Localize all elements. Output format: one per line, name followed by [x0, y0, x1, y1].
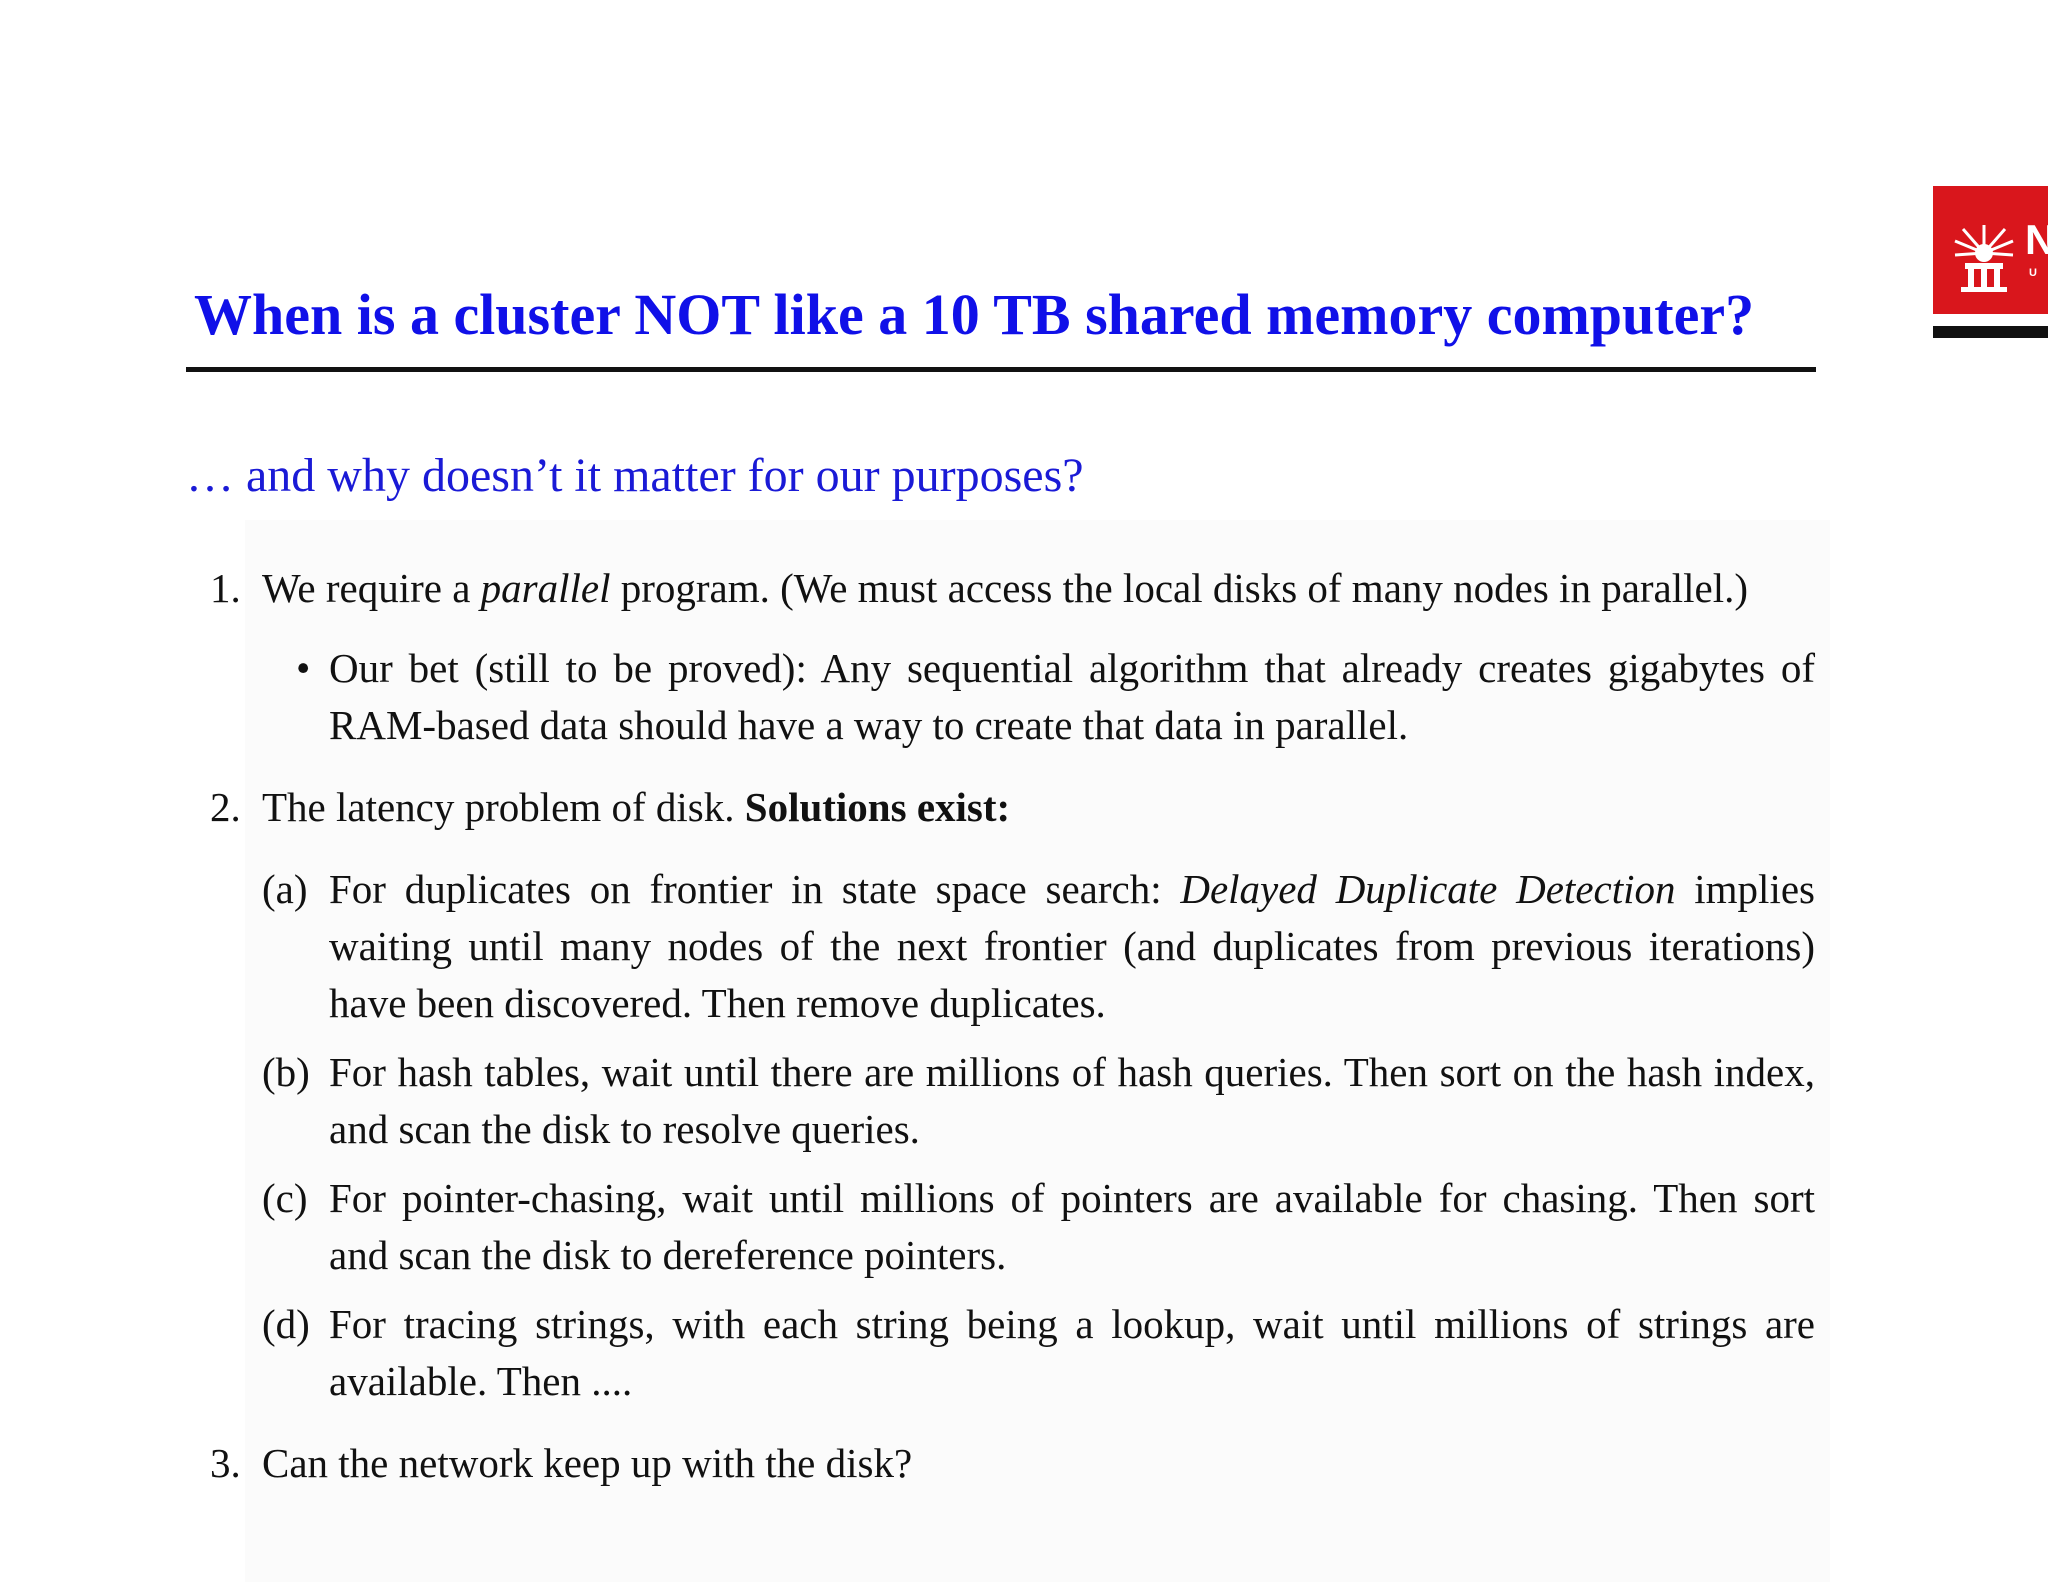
sub-item-text: For duplicates on frontier in state space search: [329, 866, 1181, 912]
slide-content [210, 560, 1815, 1492]
slide-title: When is a cluster NOT like a 10 TB shared memory computer? [194, 282, 1755, 347]
sub-item-a [210, 861, 1815, 1032]
logo-subtext: U [2029, 267, 2037, 279]
slide-subtitle: … and why doesn’t it matter for our purposes? [186, 449, 1084, 502]
bullet-item [210, 640, 1815, 754]
crest-emblem-icon [1953, 223, 2015, 293]
list-item-1 [210, 560, 1815, 617]
sub-item-b [210, 1044, 1815, 1158]
sub-item-c [210, 1170, 1815, 1284]
sub-item-text: For hash tables, wait until there are millions of hash queries. Then sort on the hash index, and scan the disk to resolve queries. [329, 1049, 1815, 1152]
item-text: We require a [262, 565, 481, 611]
list-item-3 [210, 1435, 1815, 1492]
bullet-icon: • [296, 645, 311, 691]
sub-item-d [210, 1296, 1815, 1410]
list-number: 1. [210, 565, 241, 611]
item-emphasis: parallel [480, 565, 611, 611]
item-strong: Solutions exist: [744, 784, 1011, 830]
sub-item-emphasis: Delayed Duplicate Detection [1180, 866, 1676, 912]
logo-underbar [1933, 326, 2048, 338]
list-number: 3. [210, 1440, 241, 1486]
sub-item-label: (b) [262, 1049, 310, 1095]
item-text: Can the network keep up with the disk? [262, 1440, 913, 1486]
title-divider [186, 367, 1816, 372]
sub-item-label: (a) [262, 866, 308, 912]
list-item-2 [210, 779, 1815, 836]
sub-item-text-continued: implies waiting until many nodes of the next frontier (and duplicates from previous iterations) have been discovered. Then remove duplicates. [329, 866, 1815, 1026]
sub-item-label: (c) [262, 1175, 308, 1221]
sub-item-text: For pointer-chasing, wait until millions of pointers are available for chasing. Then sort and scan the disk to dereference pointers. [329, 1175, 1815, 1278]
sub-item-text: For tracing strings, with each string being a lookup, wait until millions of strings are available. Then .... [329, 1301, 1815, 1404]
item-text: The latency problem of disk. [262, 784, 745, 830]
bullet-text: Our bet (still to be proved): Any sequential algorithm that already creates gigabytes of RAM-based data should have a way to create that data in parallel. [329, 645, 1815, 748]
university-logo [1933, 186, 2055, 314]
item-text-continued: program. (We must access the local disks of many nodes in parallel.) [610, 565, 1749, 611]
sub-item-label: (d) [262, 1301, 310, 1347]
logo-letter: N [2025, 216, 2055, 263]
list-number: 2. [210, 784, 241, 830]
